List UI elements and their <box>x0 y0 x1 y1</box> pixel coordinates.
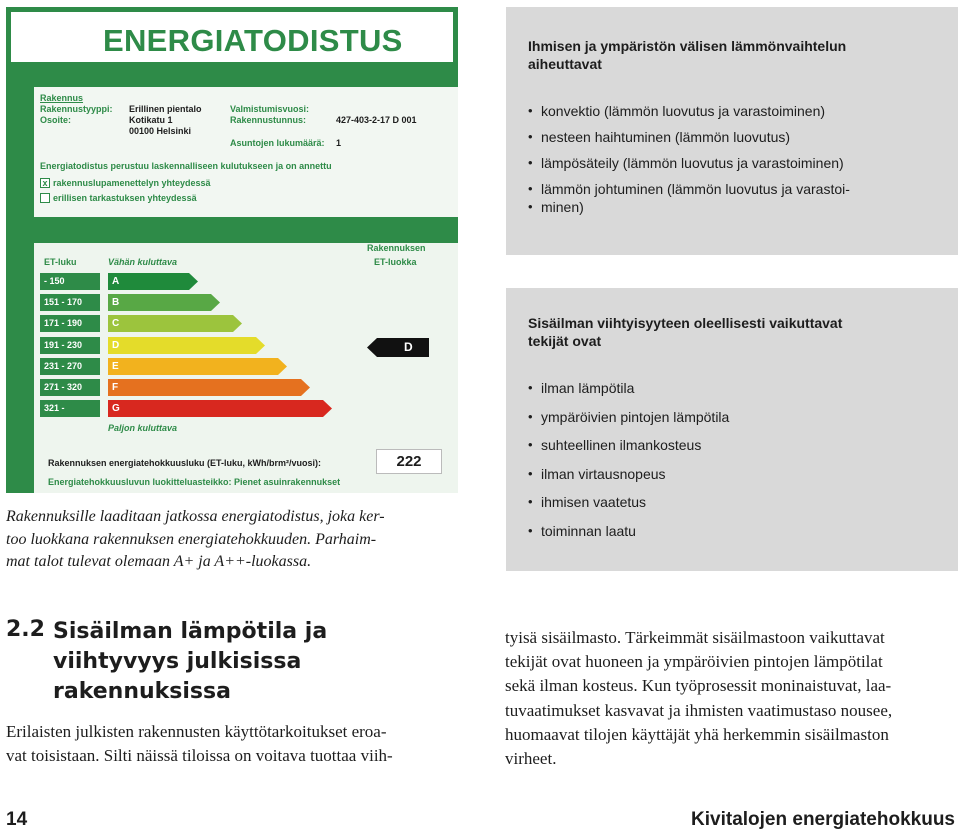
scale-range-e: 231 - 270 <box>40 358 100 375</box>
label-rakennustunnus: Rakennustunnus: <box>230 115 307 125</box>
comfort-factors-box <box>506 288 958 571</box>
building-class-badge <box>367 338 429 357</box>
label-valmistumisvuosi: Valmistumisvuosi: <box>230 104 310 114</box>
scale-arrow-shape <box>108 379 310 396</box>
list-item: • lämmön johtuminen (lämmön luovutus ja varastoi- <box>528 180 850 198</box>
body-line: vat toisistaan. Silti näissä tiloissa on voitava tuottaa viih- <box>6 746 393 766</box>
section-number: 2.2 <box>6 617 45 642</box>
scale-range-d: 191 - 230 <box>40 337 100 354</box>
list-item: • suhteellinen ilmankosteus <box>528 436 729 454</box>
label-et-luku-full: Rakennuksen energiatehokkuusluku (ET-luku, kWh/brm²/vuosi): <box>48 458 322 468</box>
body-line: tyisä sisäilmasto. Tärkeimmät sisäilmastoon vaikuttavat <box>505 628 885 647</box>
certificate-title-band <box>6 7 458 67</box>
heading-line: Sisäilman viihtyisyyteen oleellisesti vaikuttavat <box>528 315 843 331</box>
scale-header-rakennuksen: Rakennuksen <box>367 243 426 253</box>
list-item: • ilman virtausnopeus <box>528 465 729 483</box>
scale-class-letter: B <box>112 297 120 309</box>
body-line: virheet. <box>505 749 557 769</box>
scale-arrow-b <box>108 294 220 311</box>
comfort-factors-heading <box>528 314 842 350</box>
scale-footer-paljon-kuluttava: Paljon kuluttava <box>108 423 178 433</box>
certificate-title: ENERGIATODISTUS <box>103 23 403 58</box>
running-footer-title: Kivitalojen energiatehokkuus <box>691 809 955 830</box>
scale-header-et-luku: ET-luku <box>44 257 77 267</box>
scale-range-g: 321 - <box>40 400 100 417</box>
list-item: • lämpösäteily (lämmön luovutus ja varastoiminen) <box>528 154 850 172</box>
scale-range-f: 271 - 320 <box>40 379 100 396</box>
heat-exchange-box <box>506 7 958 255</box>
section-title-line: rakennuksissa <box>53 679 231 704</box>
body-line: huomaavat tilojen käyttäjät yhä herkemmin sisäilmaston <box>505 724 889 744</box>
scale-class-letter: F <box>112 382 119 393</box>
list-item: • ilman lämpötila <box>528 379 729 397</box>
body-text-right <box>505 626 892 771</box>
scale-arrow-g <box>108 400 332 417</box>
scale-arrow-shape <box>108 294 220 311</box>
scale-arrow-shape <box>108 358 287 375</box>
label-perustuu: Energiatodistus perustuu laskennalliseen kulutukseen ja on annettu <box>40 161 332 171</box>
et-luku-value: 222 <box>376 449 442 474</box>
scale-class-letter: G <box>112 403 120 415</box>
list-item: • ympäröivien pintojen lämpötila <box>528 408 729 426</box>
scale-arrow-e <box>108 358 287 375</box>
section-title-line: viihtyvyys julkisissa <box>53 649 302 674</box>
heading-line: Ihmisen ja ympäristön välisen lämmönvaihtelun <box>528 38 847 54</box>
energy-class-scale <box>34 243 458 493</box>
scale-range-b: 151 - 170 <box>40 294 100 311</box>
certificate-info-box <box>34 87 458 217</box>
body-line: Erilaisten julkisten rakennusten käyttötarkoitukset eroa- <box>6 722 387 741</box>
scale-range-a: - 150 <box>40 273 100 290</box>
heading-line: aiheuttavat <box>528 56 602 72</box>
list-item-continuation: • minen) <box>528 198 850 216</box>
list-item: • konvektio (lämmön luovutus ja varastoiminen) <box>528 102 850 120</box>
label-luokittelu: Energiatehokkuusluvun luokitteluasteikko: Pienet asuinrakennukset <box>48 477 341 487</box>
scale-arrow-f <box>108 379 310 396</box>
heading-line: tekijät ovat <box>528 333 602 349</box>
building-class-letter: D <box>404 340 413 354</box>
label-osoite: Osoite: <box>40 115 72 125</box>
scale-class-letter: E <box>112 360 119 372</box>
caption-line: mat talot tulevat olemaan A+ ja A++-luokassa. <box>6 553 312 570</box>
value-rakennustunnus: 427-403-2-17 D 001 <box>336 115 417 125</box>
scale-class-letter: C <box>112 318 120 330</box>
scale-class-letter: A <box>112 276 120 287</box>
scale-range-c: 171 - 190 <box>40 315 100 332</box>
list-item: • nesteen haihtuminen (lämmön luovutus) <box>528 128 850 146</box>
heat-exchange-list <box>528 102 850 216</box>
page-number: 14 <box>6 809 28 830</box>
value-rakennustyyppi: Erillinen pientalo <box>129 104 202 114</box>
section-title <box>53 617 327 707</box>
scale-arrow-a <box>108 273 198 290</box>
label-rakennustyyppi: Rakennustyyppi: <box>40 104 113 114</box>
value-asuntojen-lukumaara: 1 <box>336 138 342 148</box>
label-rakennus: Rakennus <box>40 93 84 103</box>
section-title-line: Sisäilman lämpötila ja <box>53 619 328 644</box>
checkbox-tarkastus <box>40 193 50 203</box>
checkbox-rakennuslupa: x <box>40 178 50 188</box>
value-osoite-1: Kotikatu 1 <box>129 115 173 125</box>
heat-exchange-heading <box>528 37 846 73</box>
caption-line: Rakennuksille laaditaan jatkossa energiatodistus, joka ker- <box>6 508 385 525</box>
body-line: tekijät ovat huoneen ja ympäröivien pintojen lämpötilat <box>505 652 883 672</box>
scale-header-vahan-kuluttava: Vähän kuluttava <box>108 257 178 267</box>
figure-caption <box>6 506 456 574</box>
list-item: • ihmisen vaatetus <box>528 493 729 511</box>
comfort-factors-list <box>528 379 729 540</box>
body-line: tuvaatimukset kasvavat ja ihmisten vaatimustaso nousee, <box>505 700 893 720</box>
label-rakennuslupa: rakennuslupamenettelyn yhteydessä <box>53 178 211 188</box>
energy-certificate-figure <box>6 7 458 493</box>
scale-arrow-c <box>108 315 242 332</box>
body-line: sekä ilman kosteus. Kun työprosessit moninaistuvat, laa- <box>505 676 892 696</box>
label-tarkastus: erillisen tarkastuksen yhteydessä <box>53 193 197 203</box>
scale-header-et-luokka: ET-luokka <box>374 257 417 267</box>
scale-arrow-shape <box>108 315 242 332</box>
caption-line: too luokkana rakennuksen energiatehokkuuden. Parhaim- <box>6 530 377 548</box>
class-badge-shape <box>367 338 429 357</box>
scale-arrow-d <box>108 337 265 354</box>
label-asuntojen-lukumaara: Asuntojen lukumäärä: <box>230 138 325 148</box>
scale-arrow-shape <box>108 337 265 354</box>
body-text-left <box>6 720 393 768</box>
list-item: • toiminnan laatu <box>528 522 729 540</box>
scale-arrow-shape <box>108 400 332 417</box>
scale-arrow-shape <box>108 273 198 290</box>
scale-class-letter: D <box>112 339 120 351</box>
value-osoite-2: 00100 Helsinki <box>129 126 192 136</box>
